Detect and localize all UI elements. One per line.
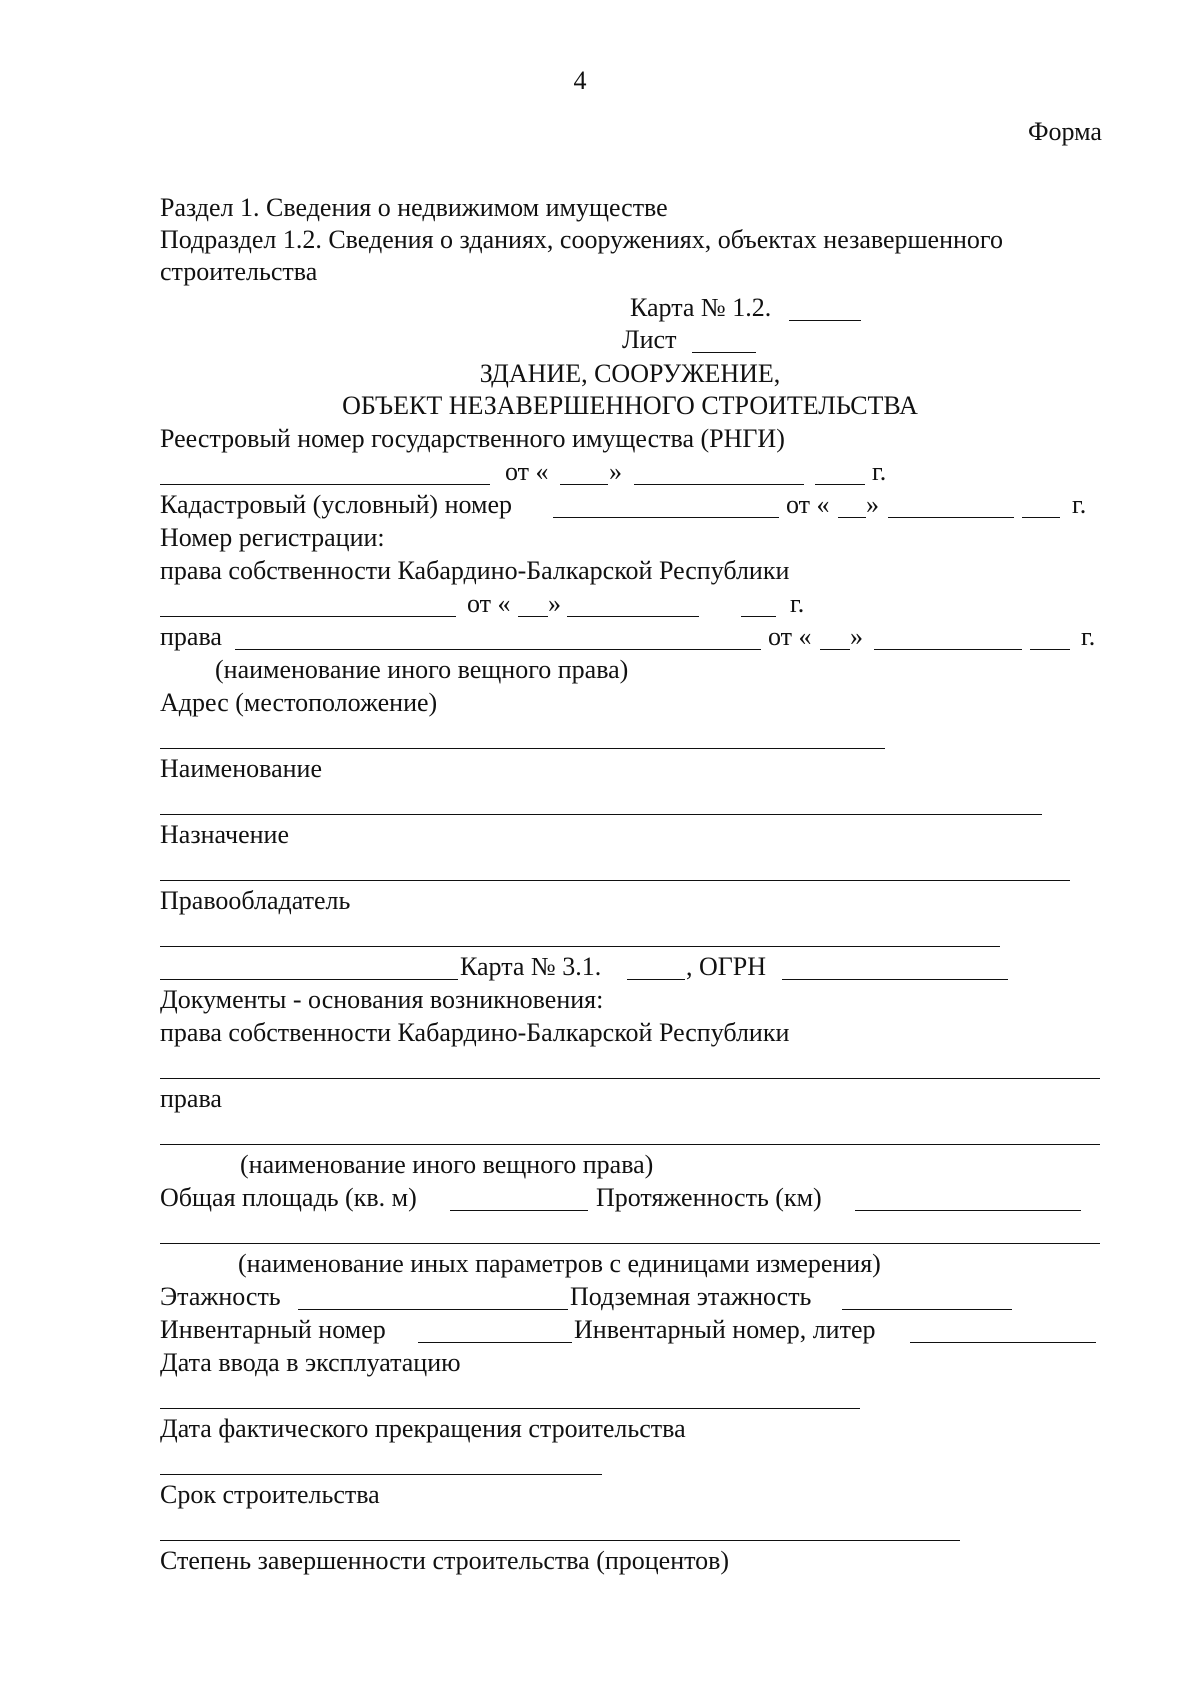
subsection-title-line2: строительства xyxy=(160,257,318,286)
cadastral-number-blank[interactable] xyxy=(553,517,779,518)
construction-stop-date-label: Дата фактического прекращения строительства xyxy=(160,1414,686,1443)
ownership-month-blank[interactable] xyxy=(567,616,699,617)
commissioning-date-label: Дата ввода в эксплуатацию xyxy=(160,1348,461,1377)
other-params-note: (наименование иных параметров с единицами измерения) xyxy=(238,1249,881,1278)
address-label: Адрес (местоположение) xyxy=(160,688,438,717)
documents-ownership-blank[interactable] xyxy=(160,1078,1100,1079)
purpose-label: Назначение xyxy=(160,820,289,849)
floors-blank[interactable] xyxy=(298,1309,568,1310)
construction-period-blank[interactable] xyxy=(160,1540,960,1541)
card-31-label: Карта № 3.1. xyxy=(460,952,602,981)
construction-period-label: Срок строительства xyxy=(160,1480,380,1509)
inventory-number-blank[interactable] xyxy=(418,1342,572,1343)
cadastral-quote-close: » xyxy=(866,490,879,519)
other-right-month-blank[interactable] xyxy=(874,649,1022,650)
cadastral-number-label: Кадастровый (условный) номер xyxy=(160,490,513,519)
ogrn-label: , ОГРН xyxy=(686,952,767,981)
other-right-year-blank[interactable] xyxy=(1030,649,1070,650)
name-label: Наименование xyxy=(160,754,322,783)
ownership-reg-number-blank[interactable] xyxy=(160,616,456,617)
registration-number-label: Номер регистрации: xyxy=(160,523,385,552)
other-right-day-blank[interactable] xyxy=(820,649,850,650)
inventory-letter-label: Инвентарный номер, литер xyxy=(574,1315,876,1344)
other-right-note: (наименование иного вещного права) xyxy=(215,655,629,684)
rngi-quote-close: » xyxy=(609,457,622,486)
rngi-year-label: г. xyxy=(872,457,887,486)
underground-floors-label: Подземная этажность xyxy=(570,1282,812,1311)
form-label: Форма xyxy=(1028,117,1102,146)
rngi-from-label: от « xyxy=(505,457,549,486)
other-right-year-label: г. xyxy=(1081,622,1096,651)
ownership-quote-close: » xyxy=(548,589,561,618)
address-blank[interactable] xyxy=(160,748,885,749)
name-blank[interactable] xyxy=(160,814,1042,815)
inventory-letter-blank[interactable] xyxy=(910,1342,1096,1343)
other-right-from-label: от « xyxy=(768,622,812,651)
documents-label: Документы - основания возникновения: xyxy=(160,985,604,1014)
underground-floors-blank[interactable] xyxy=(842,1309,1012,1310)
card-31-number-blank[interactable] xyxy=(627,979,685,980)
rngi-month-blank[interactable] xyxy=(634,484,804,485)
inventory-number-label: Инвентарный номер xyxy=(160,1315,386,1344)
card-number-label: Карта № 1.2. xyxy=(630,293,772,322)
rngi-label: Реестровый номер государственного имущества (РНГИ) xyxy=(160,424,785,453)
floors-label: Этажность xyxy=(160,1282,281,1311)
ownership-year-label: г. xyxy=(790,589,805,618)
completion-degree-label: Степень завершенности строительства (процентов) xyxy=(160,1546,730,1575)
section-title: Раздел 1. Сведения о недвижимом имуществе xyxy=(160,193,668,222)
other-right-label: права xyxy=(160,622,222,651)
rngi-day-blank[interactable] xyxy=(560,484,608,485)
documents-right-blank[interactable] xyxy=(160,1144,1100,1145)
commissioning-date-blank[interactable] xyxy=(160,1408,860,1409)
page-number: 4 xyxy=(573,66,587,95)
subsection-title-line1: Подраздел 1.2. Сведения о зданиях, сооружениях, объектах незавершенного xyxy=(160,225,1003,254)
other-params-blank[interactable] xyxy=(160,1243,1100,1244)
cadastral-year-blank[interactable] xyxy=(1022,517,1060,518)
document-title-line1: ЗДАНИЕ, СООРУЖЕНИЕ, xyxy=(479,359,781,388)
total-area-blank[interactable] xyxy=(450,1210,588,1211)
rightholder-name-blank[interactable] xyxy=(160,979,458,980)
ownership-day-blank[interactable] xyxy=(518,616,548,617)
ownership-right-label: права собственности Кабардино-Балкарской Республики xyxy=(160,556,790,585)
rightholder-blank[interactable] xyxy=(160,946,1000,947)
documents-other-right-note: (наименование иного вещного права) xyxy=(240,1150,654,1179)
document-title-line2: ОБЪЕКТ НЕЗАВЕРШЕННОГО СТРОИТЕЛЬСТВА xyxy=(342,391,918,420)
ogrn-blank[interactable] xyxy=(782,979,1008,980)
sheet-label: Лист xyxy=(622,325,677,354)
construction-stop-date-blank[interactable] xyxy=(160,1474,602,1475)
cadastral-day-blank[interactable] xyxy=(838,517,866,518)
total-area-label: Общая площадь (кв. м) xyxy=(160,1183,417,1212)
rngi-year-blank[interactable] xyxy=(815,484,865,485)
sheet-number-blank[interactable] xyxy=(692,352,756,353)
length-blank[interactable] xyxy=(855,1210,1081,1211)
rngi-number-blank[interactable] xyxy=(160,484,490,485)
documents-ownership-label: права собственности Кабардино-Балкарской Республики xyxy=(160,1018,790,1047)
ownership-from-label: от « xyxy=(467,589,511,618)
documents-right-label: права xyxy=(160,1084,222,1113)
card-number-blank[interactable] xyxy=(789,320,861,321)
other-right-name-blank[interactable] xyxy=(235,649,761,650)
cadastral-year-label: г. xyxy=(1072,490,1087,519)
purpose-blank[interactable] xyxy=(160,880,1070,881)
ownership-year-blank[interactable] xyxy=(741,616,776,617)
other-right-quote-close: » xyxy=(850,622,863,651)
cadastral-month-blank[interactable] xyxy=(888,517,1014,518)
rightholder-label: Правообладатель xyxy=(160,886,351,915)
cadastral-from-label: от « xyxy=(786,490,830,519)
length-label: Протяженность (км) xyxy=(596,1183,822,1212)
